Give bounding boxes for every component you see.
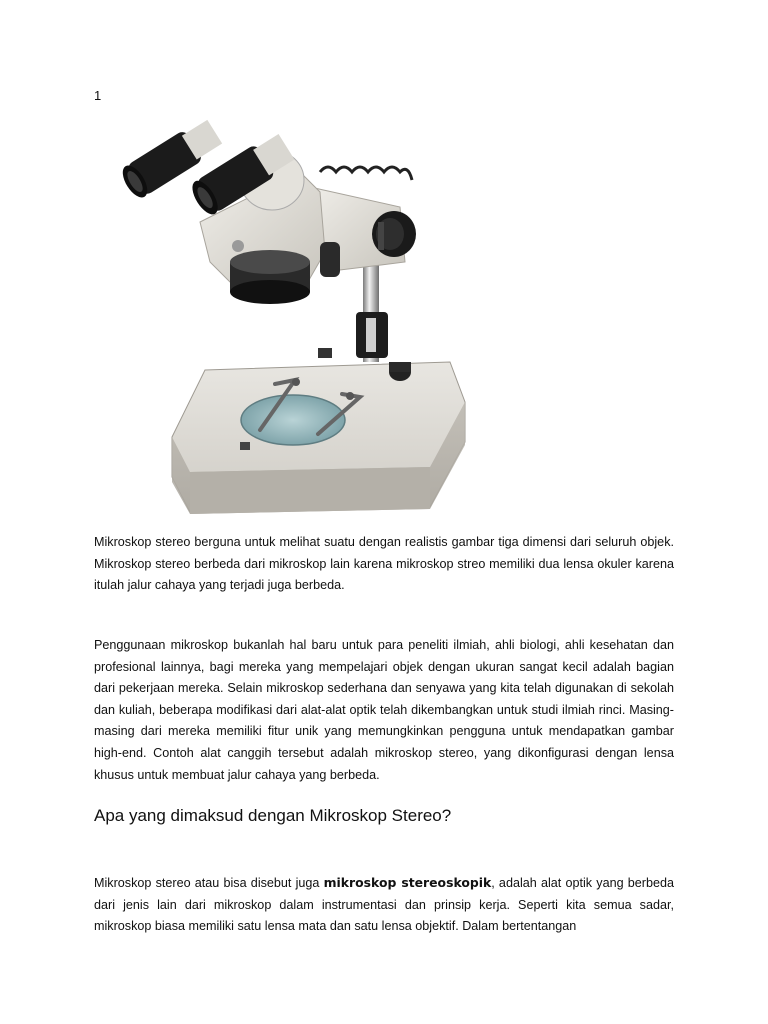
page-number: 1 (94, 88, 102, 103)
definition-bold-term: mikroskop stereoskopik (323, 875, 492, 890)
definition-text-end: , adalah alat optik yang berbeda dari jenis lain dari mikroskop dalam instrumentasi dan prinsip kerja. Seperti kita semua sadar, mikroskop biasa memiliki satu lensa mata dan satu lensa objektif. Dalam bertentangan (94, 876, 674, 934)
microscope-image (110, 112, 490, 522)
definition-text-start: Mikroskop stereo atau bisa disebut juga (94, 876, 324, 890)
paragraph-usage: Penggunaan mikroskop bukanlah hal baru untuk para peneliti ilmiah, ahli biologi, ahli kesehatan dan profesional lainnya, bagi mereka yang mempelajari objek dengan ukuran sangat kecil adalah bagian dari pekerjaan mereka. Selain mikroskop sederhana dan senyawa yang kita telah digunakan di sekolah dan kuliah, beberapa modifikasi dari alat-alat optik telah dikembangkan untuk studi ilmiah rinci. Masing-masing dari mereka memiliki fitur unik yang memungkinkan pengguna untuk mendapatkan gambar high-end. Contoh alat canggih tersebut adalah mikroskop stereo, yang dikonfigurasi dengan lensa khusus untuk membuat jalur cahaya yang berbeda. (94, 638, 674, 782)
section-heading: Apa yang dimaksud dengan Mikroskop Stereo? (94, 806, 452, 825)
stereo-microscope-icon (110, 112, 490, 522)
paragraph-intro: Mikroskop stereo berguna untuk melihat suatu dengan realistis gambar tiga dimensi dari seluruh objek. Mikroskop stereo berbeda dari mikroskop lain karena mikroskop streo memiliki dua lensa okuler karena itulah jalur cahaya yang terjadi juga berbeda. (94, 535, 674, 593)
paragraph-definition (94, 872, 674, 938)
